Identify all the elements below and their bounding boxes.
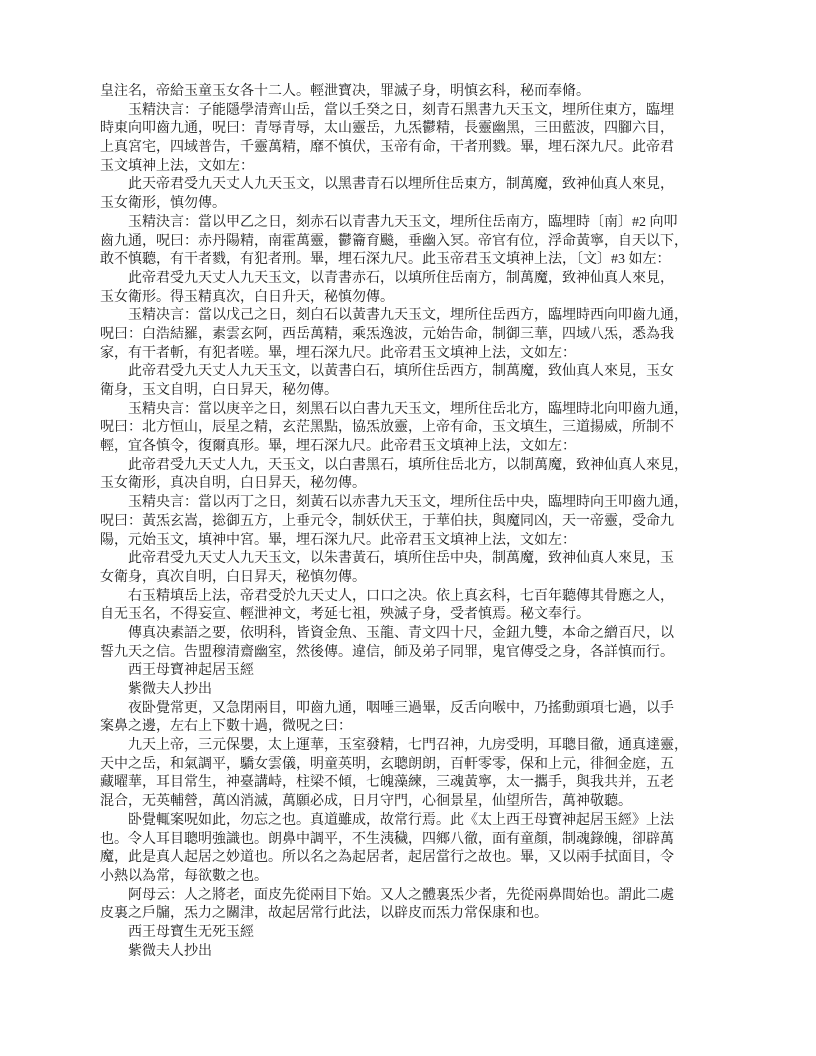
text-line: 傳真决素語之要，依明科，皆資金魚、玉龍、青文四十尺，金鈕九雙，本命之繒百尺，以 xyxy=(100,625,674,641)
text-line: 玉女衛形，真决自明，白日昇天，秘勿傳。 xyxy=(100,476,366,492)
text-block xyxy=(100,83,724,961)
text-line: 齒九通，呪曰：赤丹陽精，南霍萬靈，鬱籥育飈，垂幽入冥。帝官有位，浮命黃寧，自天以下， xyxy=(100,233,688,249)
text-line: 混合，无英輔營，萬凶消滅，萬願必成，日月守門，心徊景星，仙望所告，萬神敬聽。 xyxy=(100,794,632,810)
text-line: 天中之岳，和氣調平，驕女雲儀，明童英明，玄聰朗朗，百軒零零，保和上元，徘徊金庭，五 xyxy=(100,756,674,772)
text-line: 右玉精填岳上法，帝君受於九天丈人，口口之决。依上真玄科，七百年聽傳其骨應之人， xyxy=(100,588,674,604)
text-line: 玉精央言：當以丙丁之日，刻黃石以赤書九天玉文，埋所住岳中央，臨埋時向王叩齒九通， xyxy=(100,495,688,511)
text-line: 皇注名，帝給玉童玉女各十二人。輕泄寶决，罪滅子身，明慎玄科，秘而奉脩。 xyxy=(100,84,590,99)
text-line: 陽，元始玉文，填神中宮。畢，埋石深九尺。此帝君玉文填神上法，文如左： xyxy=(100,532,576,548)
text-line: 時東向叩齒九通，呪曰：青辱青辱，太山靈岳，九炁鬱精，長靈幽黑，三田藍波，四腳六目， xyxy=(100,121,674,137)
text-line: 此帝君受九天丈人九天玉文，以黃書白石，填所住岳西方，制萬魔，致仙真人來見，玉女 xyxy=(100,364,674,380)
text-line: 皮裏之戶牖，炁力之關津，故起居常行此法，以辟皮而炁力常保康和也。 xyxy=(100,906,548,922)
text-line: 紫微夫人抄出 xyxy=(100,943,212,959)
text-line: 魔，此是真人起居之妙道也。所以名之為起居者，起居當行之故也。畢，又以兩手拭面目，令 xyxy=(100,850,674,866)
text-line: 九天上帝，三元保嬰，太上運華，玉室發精，七門召神，九房受明，耳聰目徹，通真達靈， xyxy=(100,738,688,754)
text-line: 玉文填神上法，文如左： xyxy=(100,158,254,174)
text-line: 此天帝君受九天丈人九天玉文，以黑書青石以埋所住岳東方，制萬魔，致神仙真人來見， xyxy=(100,177,674,193)
text-line: 玉精決言：當以甲乙之日，刻赤石以青書九天玉文，埋所住岳南方，臨埋時〔南〕#2 向叩 xyxy=(100,214,678,230)
text-line: 玉精決言：子能隱學清齊山岳，當以壬癸之日，刻青石黑書九天玉文，埋所住東方，臨埋 xyxy=(100,102,674,118)
text-line: 西王母寶神起居玉經 xyxy=(100,663,254,679)
text-line: 阿母云：人之將老，面皮先從兩目下始。又人之體裏炁少者，先從兩鼻間始也。謂此二處 xyxy=(100,887,674,903)
text-line: 輕，宜各慎令，復爾真形。畢，埋石深九尺。此帝君玉文填神上法，文如左： xyxy=(100,439,576,455)
text-line: 家，有干者斬，有犯者嗟。畢，埋石深九尺。此帝君玉文填神上法，文如左： xyxy=(100,345,576,361)
text-line: 紫微夫人抄出 xyxy=(100,682,212,697)
text-line: 呪曰：白浩結羅，素雲玄阿，西岳萬精，乘炁逸波，元始告命，制御三華，四域八炁，悉為我 xyxy=(100,326,674,342)
text-line: 玉精决言：當以戊己之日，刻白石以黃書九天玉文，埋所住岳西方，臨埋時西向叩齒九通， xyxy=(100,308,688,324)
text-line: 此帝君受九天丈人九，天玉文，以白書黑石，填所住岳北方，以制萬魔，致神仙真人來見， xyxy=(100,457,688,473)
text-line: 卧覺輒案呪如此，勿忘之也。真道雖成，故常行焉。此《太上西王母寶神起居玉經》上法 xyxy=(100,812,674,828)
text-line: 女衛身，真次自明，白日昇天，秘慎勿傳。 xyxy=(100,569,366,585)
text-line: 也。令人耳目聰明強識也。朗鼻中調平，不生洟穢，四鄉八徹，面有童顏，制魂錄魄，卻辟萬 xyxy=(100,831,674,847)
text-line: 敢不慎聽，有干者戮，有犯者刑。畢，埋石深九尺。此玉帝君玉文填神上法，〔文〕#3 如左： xyxy=(100,252,671,268)
text-line: 玉女衛形。得玉精真次，白日升天，秘慎勿傳。 xyxy=(100,289,394,305)
text-line: 衛身，玉文自明，白日昇天，秘勿傳。 xyxy=(100,383,338,398)
text-line: 西王母寶生无死玉經 xyxy=(100,924,254,940)
text-line: 玉精央言：當以庚辛之日，刻黑石以白書九天玉文，埋所住岳北方，臨埋時北向叩齒九通， xyxy=(100,401,688,417)
text-line: 案鼻之邊，左右上下數十過，微呪之曰： xyxy=(100,719,352,735)
text-line: 小熱以為常，每欲數之也。 xyxy=(100,868,268,884)
text-line: 此帝君受九天丈人九天玉文，以青書赤石，以填所住岳南方，制萬魔，致神仙真人來見， xyxy=(100,270,674,286)
text-line: 夜卧覺常更，又急閉兩目，叩齒九通，咽唾三過畢，反舌向喉中，乃搖動頭項七過，以手 xyxy=(100,700,674,716)
text-line: 上真宮宅，四域普告，千靈萬精，靡不慎伏，玉帝有命，干者刑戮。畢，埋石深九尺。此帝君 xyxy=(100,140,674,156)
text-line: 藏曜華，耳目常生，神臺講峙，柱梁不傾，七魄藻練，三魂黃寧，太一攜手，與我共并，五老 xyxy=(100,775,674,791)
text-line: 誓九天之信。告盟穆清齋幽室，然後傳。違信，師及弟子同罪，鬼官傳受之身，各詳慎而行。 xyxy=(100,644,674,660)
text-line: 此帝君受九天丈人九天玉文，以朱書黃石，填所住岳中央，制萬魔，致神仙真人來見，玉 xyxy=(100,551,674,567)
text-line: 呪曰：北方恒山，辰星之精，玄茫黑點，協炁放靈，上帝有命，玉文填生，三道揚威，所制不 xyxy=(100,420,674,436)
text-line: 呪曰：黃炁玄嵩，捴御五方，上垂元令，制妖伏王，于華伯扶，與魔同凶，天一帝靈，受命九 xyxy=(100,513,674,529)
text-line: 玉女衛形，慎勿傳。 xyxy=(100,196,226,212)
text-line: 自无玉名，不得妄宣、輕泄神文，考延七祖，殃滅子身，受者慎焉。秘文奉行。 xyxy=(100,607,590,623)
